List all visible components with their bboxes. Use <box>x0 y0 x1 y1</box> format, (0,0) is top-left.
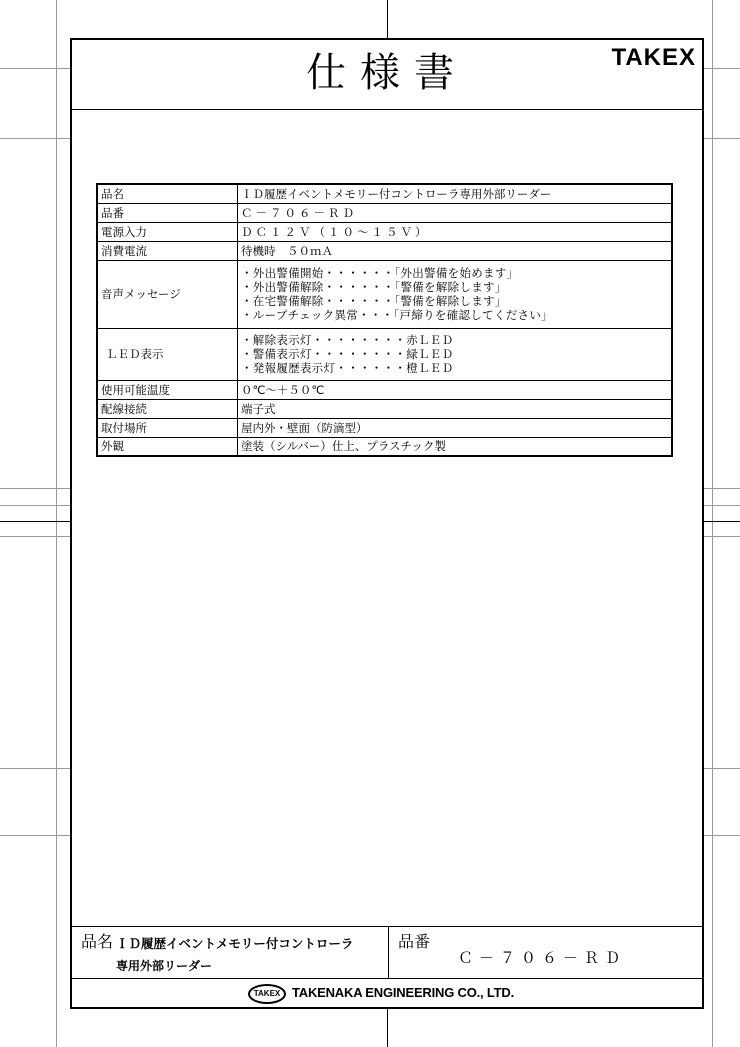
row-label: 配線接続 <box>97 399 238 418</box>
table-row <box>97 260 672 328</box>
table-row <box>97 437 672 456</box>
product-name-line2: 専用外部リーダー <box>116 959 213 973</box>
spec-table <box>96 183 673 457</box>
table-row <box>97 399 672 418</box>
document-frame <box>70 38 704 1009</box>
crop-mark <box>0 521 70 522</box>
list-item: ・警備表示灯・・・・・・・・緑ＬＥＤ <box>241 347 454 361</box>
list-item: ・外出警備解除・・・・・・「警備を解除します」 <box>241 280 507 294</box>
row-label: 取付場所 <box>97 418 238 437</box>
table-row <box>97 380 672 399</box>
crop-mark <box>704 521 740 522</box>
product-number-value: Ｃ－７０６－ＲＤ <box>458 949 627 967</box>
table-row <box>97 222 672 241</box>
row-value: 待機時 ５０ｍＡ <box>238 241 673 260</box>
company-name: TAKENAKA ENGINEERING CO., LTD. <box>292 985 514 1000</box>
row-label: 品名 <box>97 184 238 203</box>
list-item: ・発報履歴表示灯・・・・・・橙ＬＥＤ <box>241 361 454 375</box>
guide-line <box>56 0 57 1047</box>
row-value: 端子式 <box>238 399 673 418</box>
row-value: ０℃～＋５０℃ <box>238 380 673 399</box>
product-name-line1: ＩＤ履歴イベントメモリー付コントローラ <box>116 936 354 951</box>
table-row <box>97 203 672 222</box>
title-row <box>72 40 702 110</box>
row-label: 電源入力 <box>97 222 238 241</box>
guide-line <box>712 0 713 1047</box>
brand-logo: TAKEX <box>611 44 696 71</box>
list-item: ・ループチェック異常・・・「戸締りを確認してください」 <box>241 308 553 322</box>
row-label: 使用可能温度 <box>97 380 238 399</box>
row-value-lines <box>238 260 673 328</box>
product-name-label: 品名 <box>81 932 114 951</box>
company-logo: TAKEX <box>248 984 286 1004</box>
row-value-lines <box>238 328 673 380</box>
title-block <box>72 926 702 979</box>
row-value: ＩＤ履歴イベントメモリー付コントローラ専用外部リーダー <box>238 184 673 203</box>
table-row <box>97 418 672 437</box>
crop-mark <box>387 0 388 38</box>
list-item: ・在宅警備解除・・・・・・「警備を解除します」 <box>241 294 507 308</box>
row-value: 塗装（シルバー）仕上、プラスチック製 <box>238 437 673 456</box>
row-label: 音声メッセージ <box>97 260 238 328</box>
divider <box>388 927 389 978</box>
row-label: 外観 <box>97 437 238 456</box>
product-number-label: 品番 <box>398 932 431 951</box>
list-item: ・解除表示灯・・・・・・・・赤ＬＥＤ <box>241 333 454 347</box>
row-label: ＬＥＤ表示 <box>97 328 238 380</box>
table-row <box>97 241 672 260</box>
row-label: 消費電流 <box>97 241 238 260</box>
list-item: ・外出警備開始・・・・・・「外出警備を始めます」 <box>241 266 519 280</box>
row-value: 屋内外・壁面（防滴型） <box>238 418 673 437</box>
row-value: Ｃ－７０６－ＲＤ <box>238 203 673 222</box>
document-title: 仕様書 <box>306 50 468 96</box>
table-row <box>97 328 672 380</box>
row-value: ＤＣ１２Ｖ（１０～１５Ｖ） <box>238 222 673 241</box>
table-row <box>97 184 672 203</box>
crop-mark <box>387 1009 388 1047</box>
row-label: 品番 <box>97 203 238 222</box>
